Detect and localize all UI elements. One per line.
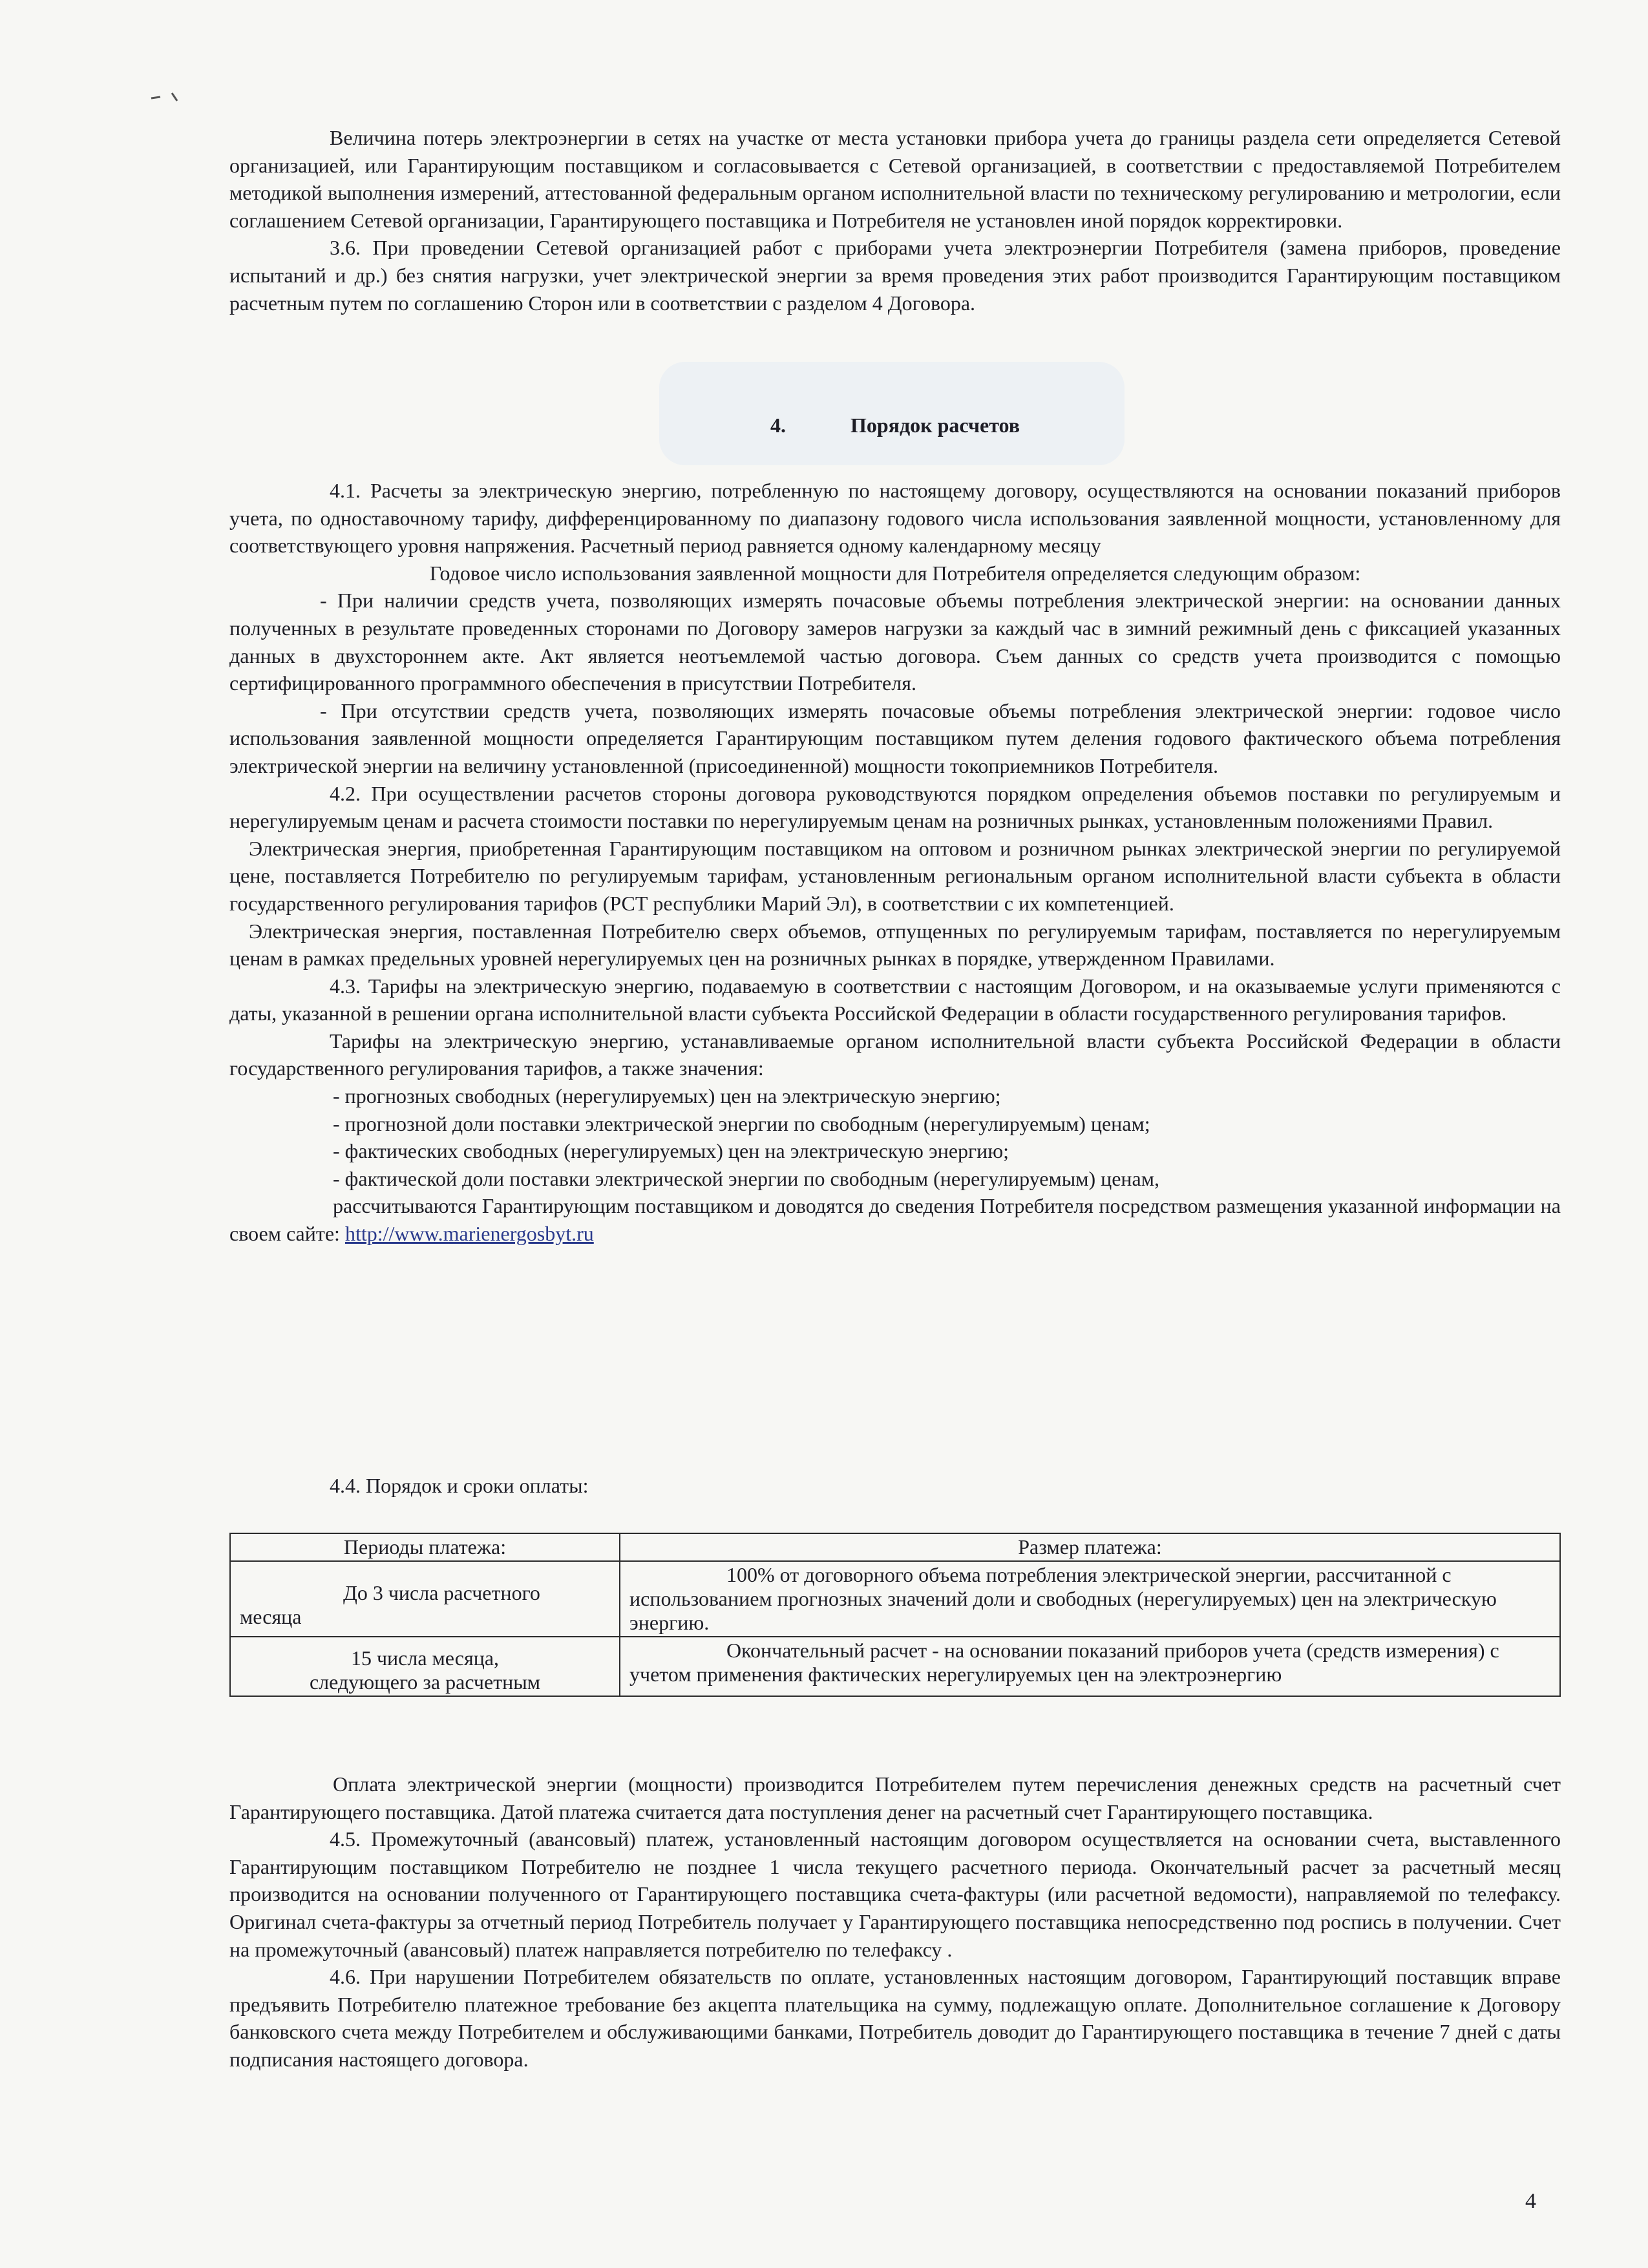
payment-heading: 4.4. Порядок и сроки оплаты: [330, 1474, 589, 1497]
scan-mark [149, 89, 187, 105]
table-cell-amount: Окончательный расчет - на основании показаний приборов учета (средств измерения) с учетом применения фактических нерегулируемых цен на электроэнергию [620, 1637, 1560, 1696]
section-heading [229, 414, 1561, 437]
paragraph-payment-method: Оплата электрической энергии (мощности) производится Потребителем путем перечисления денежных средств на расчетный счет Гарантирующего поставщика. Датой платежа считается дата поступления денег на расчетный счет Гарантирующего поставщика. [229, 1772, 1561, 1823]
table-cell-period [230, 1561, 620, 1637]
site-info-text: рассчитываются Гарантирующим поставщиком и доводятся до сведения Потребителя посредством размещения указанной информации на своем сайте: [229, 1194, 1561, 1246]
site-link[interactable]: http://www.marienergosbyt.ru [344, 1222, 594, 1246]
paragraph-3-6: 3.6. При проведении Сетевой организацией работ с приборами учета электроэнергии Потребителя (замена приборов, проведение испытаний и др.) без снятия нагрузки, учет электрической энергии за время проведения этих работ производится Гарантирующим поставщиком расчетным путем по соглашению Сторон или в соответствии с разделом 4 Договора. [229, 236, 1561, 315]
table-row [230, 1561, 1560, 1637]
page-number: 4 [1525, 2189, 1536, 2213]
paragraph-4-6: 4.6. При нарушении Потребителем обязательств по оплате, установленных настоящим договором, Гарантирующий поставщик вправе предъявить Потребителю платежное требование без акцепта плательщика на сумму, подлежащую оплате. Дополнительное соглашение к Договору банковского счета между Потребителем и обслуживающими банками, Потребитель доводит до Гарантирующего поставщика в течение 7 дней с даты подписания настоящего договора. [229, 1965, 1561, 2071]
section-title: Порядок расчетов [850, 414, 1020, 437]
table-row [230, 1637, 1560, 1696]
section-body-2 [229, 1770, 1561, 2074]
paragraph-unregulated: Электрическая энергия, поставленная Потребителю сверх объемов, отпущенных по регулируемым тарифам, поставляется по нерегулируемым ценам в рамках предельных уровней нерегулируемых цен на розничных рынках в порядке, утвержденном Правилами. [229, 919, 1561, 971]
section-body-1 [229, 477, 1561, 1248]
paragraph-4-5: 4.5. Промежуточный (авансовый) платеж, установленный настоящим договором осуществляется на основании счета, выставленного Гарантирующим поставщиком Потребителю не позднее 1 числа текущего расчетного периода. Окончательный расчет за расчетный месяц производится на основании полученного от Гарантирующего поставщика счета-фактуры (или расчетной ведомости), направляемой по телефаксу. Оригинал счета-фактуры за отчетный период Потребитель получает у Гарантирующего поставщика непосредственно под роспись в получении. Счет на промежуточный (авансовый) платеж направляется потребителю по телефаксу . [229, 1827, 1561, 1961]
period-line: следующего за расчетным [309, 1670, 541, 1694]
paragraph-tariffs: Тарифы на электрическую энергию, устанавливаемые органом исполнительной власти субъекта Российской Федерации в области государственного регулирования тарифов, а также значения: [229, 1029, 1561, 1080]
table-cell-amount: 100% от договорного объема потребления электрической энергии, рассчитанной с использованием прогнозных значений доли и свободных (нерегулируемых) цен на электрическую энергию. [620, 1561, 1560, 1637]
list-item: - фактических свободных (нерегулируемых) цен на электрическую энергию; [333, 1139, 1009, 1163]
table-header-amount: Размер платежа: [620, 1533, 1560, 1561]
payment-heading-block [229, 1472, 1561, 1500]
paragraph-losses: Величина потерь электроэнергии в сетях на участке от места установки прибора учета до границы раздела сети определяется Сетевой организацией, или Гарантирующим поставщиком и согласовывается с Сетевой организацией, в соответствии с предоставляемой Потребителем методикой выполнения измерений, аттестованной федеральным органом исполнительной власти по техническому регулированию и метрологии, если соглашением Сетевой организации, Гарантирующего поставщика и Потребителя не установлен иной порядок корректировки. [229, 126, 1561, 232]
period-line: месяца [240, 1605, 302, 1628]
paragraph-with-meters: - При наличии средств учета, позволяющих измерять почасовые объемы потребления электрической энергии: на основании данных полученных в результате проведенных сторонами по Договору замеров нагрузки за каждый час в зимний режимный день с фиксацией указанных данных в двухстороннем акте. Акт является неотъемлемой частью договора. Съем данных со средств учета производится с помощью сертифицированного программного обеспечения в присутствии Потребителя. [229, 589, 1561, 695]
list-item: - прогнозных свободных (нерегулируемых) цен на электрическую энергию; [333, 1084, 1001, 1108]
table-cell-period [230, 1637, 620, 1696]
list-item: - фактической доли поставки электрической энергии по свободным (нерегулируемым) ценам, [333, 1166, 1159, 1190]
list-item: - прогнозной доли поставки электрической энергии по свободным (нерегулируемым) ценам; [333, 1111, 1150, 1135]
paragraph-4-1: 4.1. Расчеты за электрическую энергию, потребленную по настоящему договору, осуществляются на основании показаний приборов учета, по одноставочному тарифу, дифференцированному по диапазону годового числа использования заявленной мощности, установленному для соответствующего уровня напряжения. Расчетный период равняется одному календарному месяцу [229, 479, 1561, 558]
paragraph-without-meters: - При отсутствии средств учета, позволяющих измерять почасовые объемы потребления электрической энергии: годовое число использования заявленной мощности определяется Гарантирующим поставщиком путем деления годового фактического объема потребления электрической энергии на величину установленной (присоединенной) мощности токоприемников Потребителя. [229, 698, 1561, 777]
paragraph-4-2: 4.2. При осуществлении расчетов стороны договора руководствуются порядком определения объемов поставки по регулируемым и нерегулируемым ценам и расчета стоимости поставки по нерегулируемым ценам на розничных рынках, установленным положениями Правил. [229, 781, 1561, 833]
paragraph-regulated: Электрическая энергия, приобретенная Гарантирующим поставщиком на оптовом и розничном рынках электрической энергии по регулируемой цене, поставляется Потребителю по регулируемым тарифам, установленным региональным органом исполнительной власти субъекта в области государственного регулирования тарифов (РСТ республики Марий Эл), в соответствии с их компетенцией. [229, 836, 1561, 915]
paragraph-4-3: 4.3. Тарифы на электрическую энергию, подаваемую в соответствии с настоящим Договором, и на оказываемые услуги применяются с даты, указанной в решении органа исполнительной власти субъекта Российской Федерации в области государственного регулирования тарифов. [229, 974, 1561, 1025]
period-line: До 3 числа расчетного [343, 1581, 540, 1604]
paragraph-annual-number: Годовое число использования заявленной мощности для Потребителя определяется следующим образом: [429, 561, 1361, 585]
intro-block [229, 124, 1561, 317]
payment-table [229, 1533, 1561, 1697]
table-header-row [230, 1533, 1560, 1561]
section-number: 4. [770, 414, 786, 437]
period-line: 15 числа месяца, [350, 1646, 500, 1670]
paragraph-site-info [229, 1192, 1561, 1247]
table-header-period: Периоды платежа: [230, 1533, 620, 1561]
